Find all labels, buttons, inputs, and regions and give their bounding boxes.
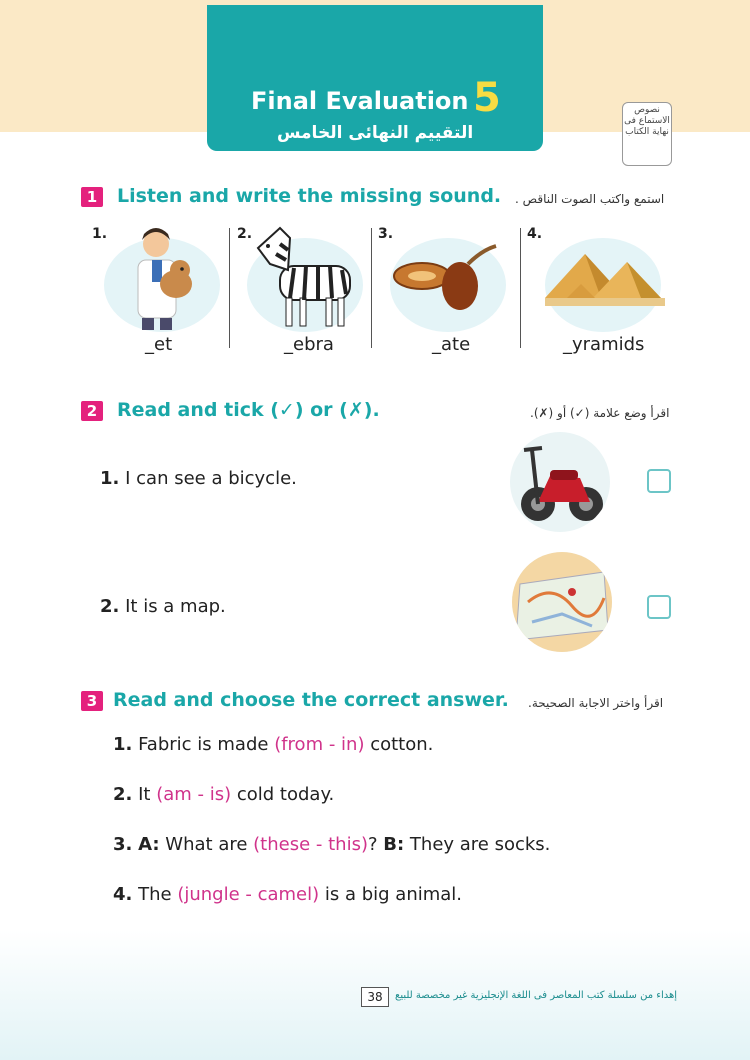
choice-question-3 [113, 834, 550, 855]
divider [520, 228, 521, 348]
section-2-number: 2 [81, 401, 103, 421]
divider [229, 228, 230, 348]
choice-question-4-number: 4. [113, 884, 133, 905]
tick-question-2 [100, 596, 226, 617]
sound-item-2-number: 2. [237, 226, 253, 242]
section-2-title: Read and tick (✓) or (✗). [117, 399, 380, 421]
section-3-title: Read and choose the correct answer. [113, 689, 509, 711]
zebra-picture [250, 220, 360, 332]
choice-question-3-number: 3. [113, 834, 133, 855]
section-3-number: 3 [81, 691, 103, 711]
choice-question-1-number: 1. [113, 734, 133, 755]
dates-picture [392, 240, 502, 320]
tick-box-2[interactable] [647, 595, 671, 619]
section-1-title: Listen and write the missing sound. [117, 185, 502, 207]
choice-question-3-options[interactable]: (these - this) [253, 834, 368, 855]
speaker-a-label: A: [138, 834, 160, 855]
choice-question-2 [113, 784, 334, 805]
listening-note: نصوص الاستماع فى نهاية الكتاب [622, 102, 672, 166]
choice-question-3-before: What are [159, 834, 254, 855]
choice-question-2-options[interactable]: (am - is) [156, 784, 232, 805]
section-1-title-arabic: استمع واكتب الصوت الناقص . [515, 192, 665, 206]
vet-picture [118, 222, 208, 337]
section-1-number: 1 [81, 187, 103, 207]
motorcycle-picture [510, 432, 610, 532]
choice-question-2-after: cold today. [231, 784, 335, 805]
sound-item-2-word: _ebra [284, 334, 334, 355]
page-number: 38 [361, 987, 389, 1007]
choice-question-4-after: is a big animal. [319, 884, 463, 905]
section-3-title-arabic: اقرأ واختر الاجابة الصحيحة. [528, 696, 664, 710]
divider [371, 228, 372, 348]
tick-question-1-text: I can see a bicycle. [125, 468, 297, 489]
tick-question-2-number: 2. [100, 596, 120, 617]
choice-question-3-after: ? [367, 834, 384, 855]
sound-item-3-number: 3. [378, 226, 394, 242]
tick-question-2-text: It is a map. [125, 596, 226, 617]
speaker-b-label: B: [383, 834, 405, 855]
choice-question-1-after: cotton. [364, 734, 434, 755]
sound-item-3-word: _ate [432, 334, 471, 355]
unit-number: 5 [473, 75, 501, 121]
tick-question-1 [100, 468, 297, 489]
choice-question-1-before: Fabric is made [138, 734, 275, 755]
map-picture [512, 552, 612, 652]
sound-item-1-word: _et [145, 334, 173, 355]
choice-question-1 [113, 734, 433, 755]
footer-note: إهداء من سلسلة كتب المعاصر فى اللغة الإنجليزية غير مخصصة للبيع [395, 990, 678, 1001]
choice-question-3-answer: They are socks. [404, 834, 551, 855]
choice-question-4 [113, 884, 462, 905]
unit-header [207, 5, 543, 151]
section-2-title-arabic: اقرأ وضع علامة (✓) أو (✗). [530, 406, 670, 420]
sound-item-4-word: _yramids [563, 334, 645, 355]
choice-question-2-number: 2. [113, 784, 133, 805]
choice-question-4-before: The [138, 884, 178, 905]
page-title: Final Evaluation [251, 87, 469, 115]
pyramids-picture [545, 248, 670, 318]
choice-question-2-before: It [138, 784, 157, 805]
choice-question-1-options[interactable]: (from - in) [274, 734, 365, 755]
tick-box-1[interactable] [647, 469, 671, 493]
tick-question-1-number: 1. [100, 468, 120, 489]
sound-item-1-number: 1. [92, 226, 108, 242]
page-title-arabic: التقييم النهائى الخامس [277, 123, 474, 143]
sound-item-4-number: 4. [527, 226, 543, 242]
choice-question-4-options[interactable]: (jungle - camel) [177, 884, 320, 905]
